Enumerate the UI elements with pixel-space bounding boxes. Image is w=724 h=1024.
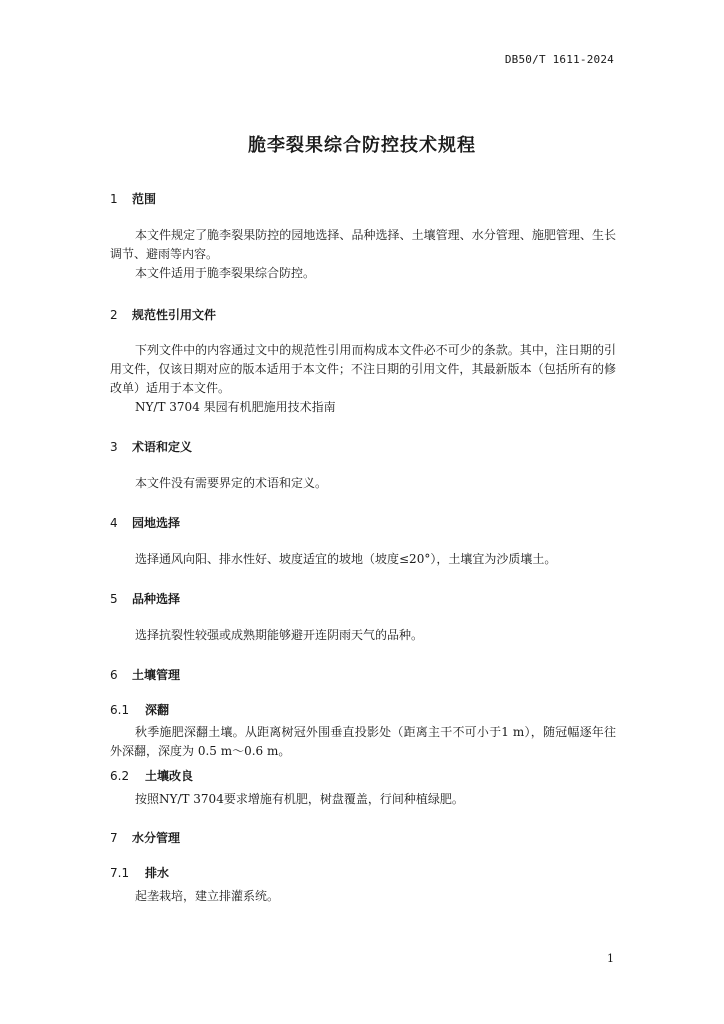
section-number: 5 [110, 592, 118, 606]
subsection-title: 土壤改良 [145, 769, 194, 783]
subsection-number: 6.1 [110, 703, 130, 717]
section-1-paragraph-2: 本文件适用于脆李裂果综合防控。 [135, 266, 316, 280]
section-title: 水分管理 [132, 831, 181, 845]
section-5-paragraph-1: 选择抗裂性较强或成熟期能够避开连阴雨天气的品种。 [135, 628, 424, 642]
subsection-6-2-heading [110, 767, 616, 785]
section-number: 6 [110, 668, 118, 682]
section-3-paragraph-1: 本文件没有需要界定的术语和定义。 [135, 476, 328, 490]
section-title: 术语和定义 [132, 440, 193, 454]
standard-code: DB50/T 1611-2024 [504, 53, 614, 66]
subsection-number: 6.2 [110, 769, 130, 783]
subsection-title: 排水 [145, 866, 170, 880]
subsection-7-1-heading [110, 864, 616, 882]
section-1-paragraph-1: 本文件规定了脆李裂果防控的园地选择、品种选择、土壤管理、水分管理、施肥管理、生长调节、避雨等内容。 [110, 228, 616, 261]
section-4-heading [110, 514, 616, 532]
document-title: 脆李裂果综合防控技术规程 [248, 135, 476, 156]
section-2-paragraph-1: 下列文件中的内容通过文中的规范性引用而构成本文件必不可少的条款。其中，注日期的引用文件，仅该日期对应的版本适用于本文件；不注日期的引用文件，其最新版本（包括所有的修改单）适用于本文件。 [110, 343, 616, 395]
section-title: 范围 [132, 192, 157, 206]
section-3-heading [110, 438, 616, 456]
section-number: 7 [110, 831, 118, 845]
section-number: 4 [110, 516, 118, 530]
section-2-heading [110, 306, 616, 324]
section-title: 规范性引用文件 [132, 308, 217, 322]
section-number: 2 [110, 308, 118, 322]
section-6-heading [110, 666, 616, 684]
section-title: 园地选择 [132, 516, 181, 530]
section-5-heading [110, 590, 616, 608]
subsection-number: 7.1 [110, 866, 130, 880]
subsection-7-1-paragraph: 起垄栽培，建立排灌系统。 [135, 889, 280, 903]
subsection-6-2-paragraph: 按照NY/T 3704要求增施有机肥，树盘覆盖，行间种植绿肥。 [135, 792, 464, 806]
section-number: 3 [110, 440, 118, 454]
page-number: 1 [607, 952, 614, 965]
section-2-paragraph-2: NY/T 3704 果园有机肥施用技术指南 [135, 400, 336, 414]
section-number: 1 [110, 192, 118, 206]
subsection-6-1-paragraph: 秋季施肥深翻土壤。从距离树冠外围垂直投影处（距离主干不可小于1 m），随冠幅逐年往外深翻，深度为 0.5 m～0.6 m。 [110, 725, 616, 758]
section-1-heading [110, 190, 616, 208]
subsection-6-1-heading [110, 701, 616, 719]
section-4-paragraph-1: 选择通风向阳、排水性好、坡度适宜的坡地（坡度≤20°），土壤宜为沙质壤土。 [135, 552, 557, 566]
document-body [110, 190, 616, 906]
section-7-heading [110, 829, 616, 847]
section-title: 土壤管理 [132, 668, 181, 682]
section-title: 品种选择 [132, 592, 181, 606]
subsection-title: 深翻 [145, 703, 170, 717]
